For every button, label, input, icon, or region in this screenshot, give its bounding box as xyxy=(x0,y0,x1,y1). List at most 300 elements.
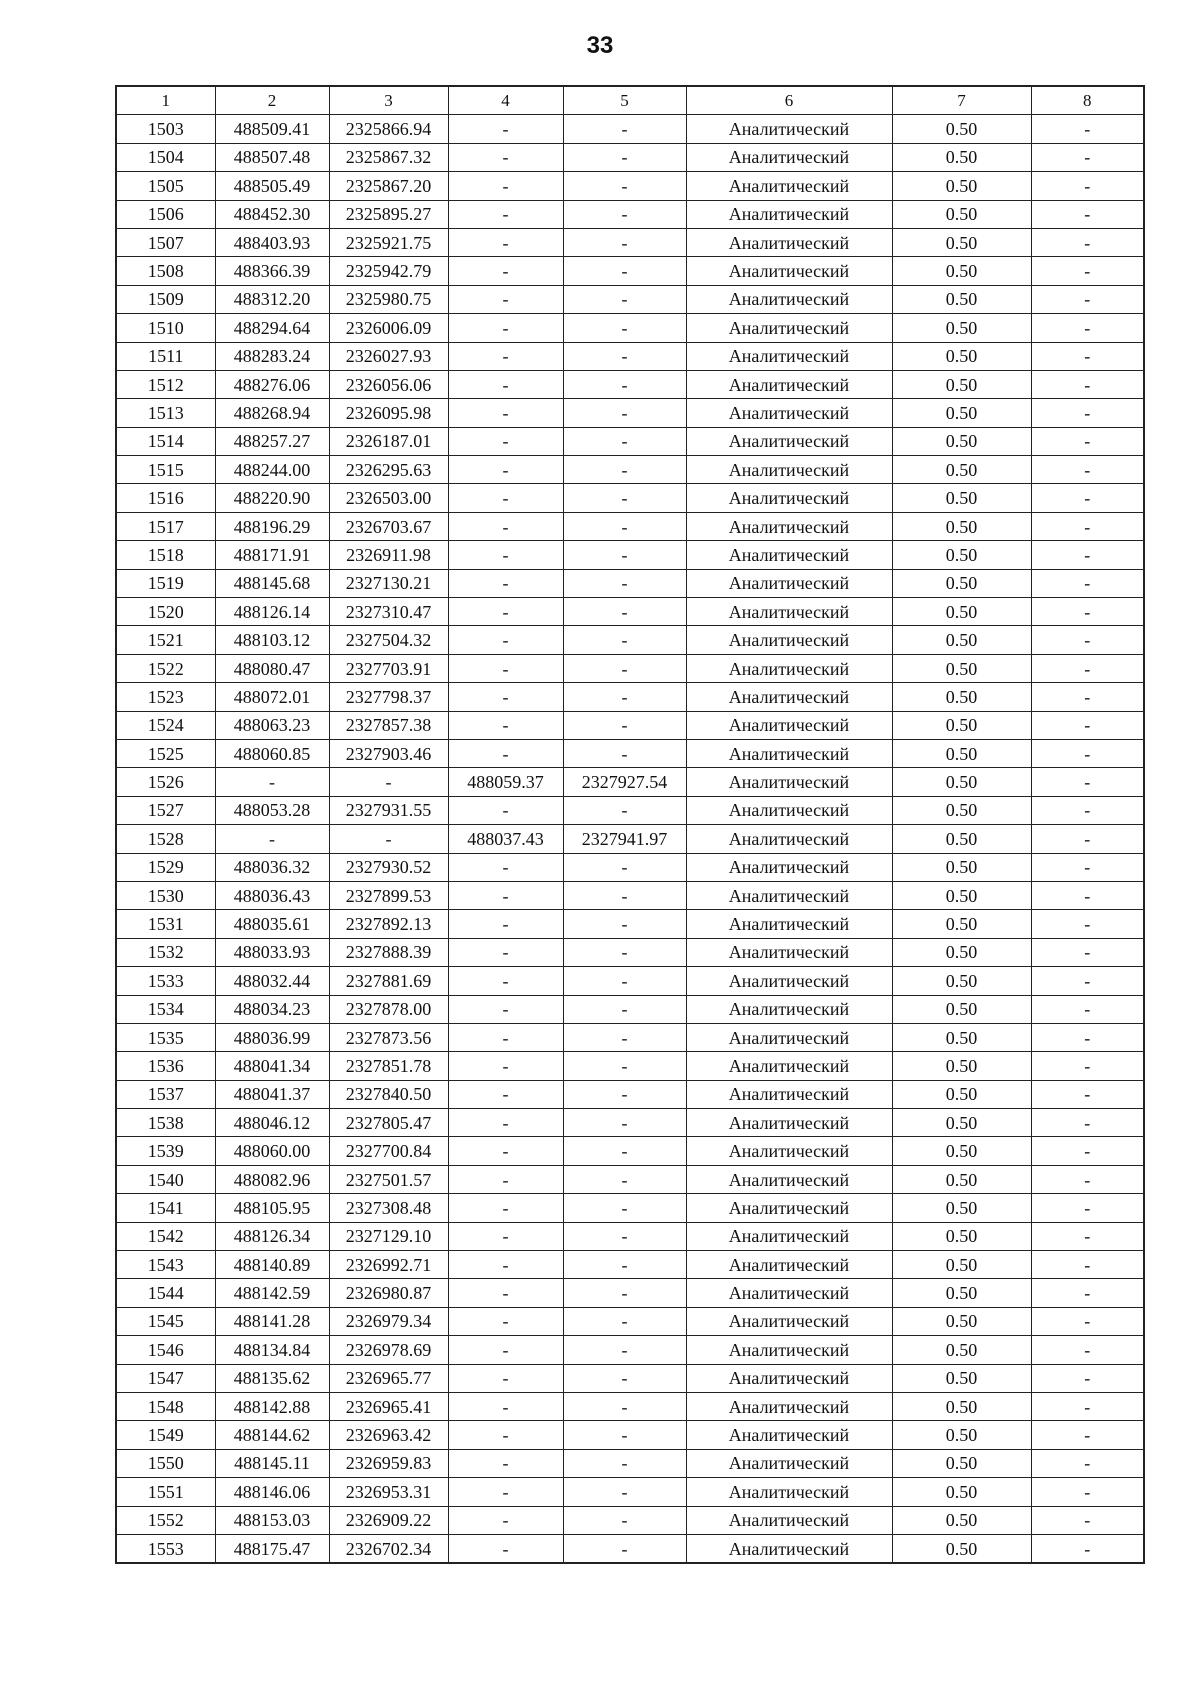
accuracy-cell: 0.50 xyxy=(892,115,1031,143)
y-alt-coordinate-cell: 2327941.97 xyxy=(563,825,686,853)
point-number-cell: 1504 xyxy=(116,143,215,171)
x-alt-coordinate-cell: - xyxy=(448,1052,563,1080)
x-alt-coordinate-cell: - xyxy=(448,427,563,455)
x-coordinate-cell: 488175.47 xyxy=(215,1534,329,1563)
point-number-cell: 1548 xyxy=(116,1392,215,1420)
x-alt-coordinate-cell: - xyxy=(448,1307,563,1335)
method-cell: Аналитический xyxy=(686,825,892,853)
method-cell: Аналитический xyxy=(686,1421,892,1449)
note-cell: - xyxy=(1031,569,1144,597)
x-alt-coordinate-cell: - xyxy=(448,1165,563,1193)
x-coordinate-cell: 488046.12 xyxy=(215,1109,329,1137)
method-cell: Аналитический xyxy=(686,598,892,626)
x-coordinate-cell: 488033.93 xyxy=(215,938,329,966)
y-alt-coordinate-cell: 2327927.54 xyxy=(563,768,686,796)
point-number-cell: 1507 xyxy=(116,228,215,256)
point-number-cell: 1541 xyxy=(116,1194,215,1222)
point-number-cell: 1538 xyxy=(116,1109,215,1137)
method-cell: Аналитический xyxy=(686,995,892,1023)
y-alt-coordinate-cell: - xyxy=(563,796,686,824)
y-alt-coordinate-cell: - xyxy=(563,512,686,540)
note-cell: - xyxy=(1031,683,1144,711)
note-cell: - xyxy=(1031,853,1144,881)
table-row xyxy=(116,938,1144,966)
x-coordinate-cell: 488072.01 xyxy=(215,683,329,711)
method-cell: Аналитический xyxy=(686,172,892,200)
method-cell: Аналитический xyxy=(686,115,892,143)
table-row xyxy=(116,995,1144,1023)
accuracy-cell: 0.50 xyxy=(892,881,1031,909)
x-coordinate-cell: 488145.11 xyxy=(215,1449,329,1477)
y-coordinate-cell: 2327930.52 xyxy=(329,853,448,881)
point-number-cell: 1529 xyxy=(116,853,215,881)
method-cell: Аналитический xyxy=(686,881,892,909)
note-cell: - xyxy=(1031,881,1144,909)
x-alt-coordinate-cell: - xyxy=(448,654,563,682)
y-coordinate-cell: 2326965.41 xyxy=(329,1392,448,1420)
accuracy-cell: 0.50 xyxy=(892,1478,1031,1506)
method-cell: Аналитический xyxy=(686,1080,892,1108)
method-cell: Аналитический xyxy=(686,512,892,540)
x-coordinate-cell: 488452.30 xyxy=(215,200,329,228)
accuracy-cell: 0.50 xyxy=(892,1023,1031,1051)
point-number-cell: 1553 xyxy=(116,1534,215,1563)
table-row xyxy=(116,1336,1144,1364)
note-cell: - xyxy=(1031,172,1144,200)
y-alt-coordinate-cell: - xyxy=(563,143,686,171)
point-number-cell: 1533 xyxy=(116,967,215,995)
y-coordinate-cell: 2326953.31 xyxy=(329,1478,448,1506)
accuracy-cell: 0.50 xyxy=(892,1137,1031,1165)
y-alt-coordinate-cell: - xyxy=(563,115,686,143)
y-alt-coordinate-cell: - xyxy=(563,1279,686,1307)
table-row xyxy=(116,342,1144,370)
method-cell: Аналитический xyxy=(686,683,892,711)
point-number-cell: 1547 xyxy=(116,1364,215,1392)
method-cell: Аналитический xyxy=(686,1023,892,1051)
note-cell: - xyxy=(1031,1023,1144,1051)
point-number-cell: 1537 xyxy=(116,1080,215,1108)
note-cell: - xyxy=(1031,1336,1144,1364)
y-alt-coordinate-cell: - xyxy=(563,598,686,626)
accuracy-cell: 0.50 xyxy=(892,541,1031,569)
x-coordinate-cell: 488294.64 xyxy=(215,314,329,342)
x-alt-coordinate-cell: - xyxy=(448,143,563,171)
x-alt-coordinate-cell: - xyxy=(448,967,563,995)
x-alt-coordinate-cell: - xyxy=(448,1080,563,1108)
y-alt-coordinate-cell: - xyxy=(563,1421,686,1449)
table-row xyxy=(116,1194,1144,1222)
method-cell: Аналитический xyxy=(686,484,892,512)
y-coordinate-cell: 2326978.69 xyxy=(329,1336,448,1364)
note-cell: - xyxy=(1031,1307,1144,1335)
x-coordinate-cell: 488257.27 xyxy=(215,427,329,455)
y-alt-coordinate-cell: - xyxy=(563,200,686,228)
y-coordinate-cell: 2325942.79 xyxy=(329,257,448,285)
x-coordinate-cell: 488153.03 xyxy=(215,1506,329,1534)
x-alt-coordinate-cell: - xyxy=(448,172,563,200)
y-alt-coordinate-cell: - xyxy=(563,1023,686,1051)
method-cell: Аналитический xyxy=(686,1336,892,1364)
x-coordinate-cell: 488063.23 xyxy=(215,711,329,739)
table-row xyxy=(116,1109,1144,1137)
x-coordinate-cell: 488509.41 xyxy=(215,115,329,143)
x-coordinate-cell: 488171.91 xyxy=(215,541,329,569)
accuracy-cell: 0.50 xyxy=(892,1109,1031,1137)
note-cell: - xyxy=(1031,598,1144,626)
point-number-cell: 1534 xyxy=(116,995,215,1023)
point-number-cell: 1532 xyxy=(116,938,215,966)
x-alt-coordinate-cell: - xyxy=(448,683,563,711)
table-row xyxy=(116,427,1144,455)
note-cell: - xyxy=(1031,285,1144,313)
x-alt-coordinate-cell: - xyxy=(448,711,563,739)
y-coordinate-cell: 2327504.32 xyxy=(329,626,448,654)
point-number-cell: 1542 xyxy=(116,1222,215,1250)
method-cell: Аналитический xyxy=(686,967,892,995)
point-number-cell: 1515 xyxy=(116,456,215,484)
x-alt-coordinate-cell: - xyxy=(448,1336,563,1364)
y-alt-coordinate-cell: - xyxy=(563,1506,686,1534)
method-cell: Аналитический xyxy=(686,796,892,824)
y-coordinate-cell: 2327805.47 xyxy=(329,1109,448,1137)
method-cell: Аналитический xyxy=(686,342,892,370)
x-alt-coordinate-cell: - xyxy=(448,1279,563,1307)
note-cell: - xyxy=(1031,1137,1144,1165)
table-body xyxy=(116,115,1144,1563)
x-coordinate-cell: 488036.32 xyxy=(215,853,329,881)
y-alt-coordinate-cell: - xyxy=(563,1534,686,1563)
x-coordinate-cell: 488283.24 xyxy=(215,342,329,370)
table-row xyxy=(116,115,1144,143)
x-alt-coordinate-cell: - xyxy=(448,1194,563,1222)
x-alt-coordinate-cell: - xyxy=(448,314,563,342)
y-coordinate-cell: 2326095.98 xyxy=(329,399,448,427)
note-cell: - xyxy=(1031,257,1144,285)
x-alt-coordinate-cell: - xyxy=(448,370,563,398)
method-cell: Аналитический xyxy=(686,1109,892,1137)
method-cell: Аналитический xyxy=(686,1222,892,1250)
point-number-cell: 1528 xyxy=(116,825,215,853)
y-coordinate-cell: 2325867.32 xyxy=(329,143,448,171)
table-row xyxy=(116,1137,1144,1165)
y-coordinate-cell: 2326911.98 xyxy=(329,541,448,569)
note-cell: - xyxy=(1031,1109,1144,1137)
x-alt-coordinate-cell: - xyxy=(448,1364,563,1392)
method-cell: Аналитический xyxy=(686,626,892,654)
point-number-cell: 1525 xyxy=(116,739,215,767)
note-cell: - xyxy=(1031,825,1144,853)
note-cell: - xyxy=(1031,456,1144,484)
accuracy-cell: 0.50 xyxy=(892,938,1031,966)
x-alt-coordinate-cell: - xyxy=(448,796,563,824)
note-cell: - xyxy=(1031,1052,1144,1080)
point-number-cell: 1513 xyxy=(116,399,215,427)
accuracy-cell: 0.50 xyxy=(892,1534,1031,1563)
x-coordinate-cell: 488034.23 xyxy=(215,995,329,1023)
table-row xyxy=(116,1165,1144,1193)
note-cell: - xyxy=(1031,1194,1144,1222)
point-number-cell: 1523 xyxy=(116,683,215,711)
y-alt-coordinate-cell: - xyxy=(563,1336,686,1364)
method-cell: Аналитический xyxy=(686,541,892,569)
accuracy-cell: 0.50 xyxy=(892,1421,1031,1449)
method-cell: Аналитический xyxy=(686,1478,892,1506)
x-alt-coordinate-cell: - xyxy=(448,938,563,966)
x-alt-coordinate-cell: - xyxy=(448,285,563,313)
y-alt-coordinate-cell: - xyxy=(563,569,686,597)
table-row xyxy=(116,1052,1144,1080)
accuracy-cell: 0.50 xyxy=(892,654,1031,682)
point-number-cell: 1511 xyxy=(116,342,215,370)
table-row xyxy=(116,1506,1144,1534)
x-coordinate-cell: 488196.29 xyxy=(215,512,329,540)
point-number-cell: 1551 xyxy=(116,1478,215,1506)
table-row xyxy=(116,1307,1144,1335)
y-alt-coordinate-cell: - xyxy=(563,285,686,313)
note-cell: - xyxy=(1031,1478,1144,1506)
note-cell: - xyxy=(1031,370,1144,398)
y-alt-coordinate-cell: - xyxy=(563,342,686,370)
y-coordinate-cell: 2327878.00 xyxy=(329,995,448,1023)
accuracy-cell: 0.50 xyxy=(892,456,1031,484)
y-coordinate-cell: 2327840.50 xyxy=(329,1080,448,1108)
accuracy-cell: 0.50 xyxy=(892,1392,1031,1420)
table-row xyxy=(116,654,1144,682)
y-coordinate-cell: 2327703.91 xyxy=(329,654,448,682)
method-cell: Аналитический xyxy=(686,1506,892,1534)
x-alt-coordinate-cell: - xyxy=(448,1137,563,1165)
x-coordinate-cell: 488141.28 xyxy=(215,1307,329,1335)
table-row xyxy=(116,626,1144,654)
note-cell: - xyxy=(1031,484,1144,512)
x-alt-coordinate-cell: 488059.37 xyxy=(448,768,563,796)
table-row xyxy=(116,967,1144,995)
x-alt-coordinate-cell: 488037.43 xyxy=(448,825,563,853)
x-coordinate-cell: 488146.06 xyxy=(215,1478,329,1506)
accuracy-cell: 0.50 xyxy=(892,370,1031,398)
x-alt-coordinate-cell: - xyxy=(448,1449,563,1477)
accuracy-cell: 0.50 xyxy=(892,796,1031,824)
note-cell: - xyxy=(1031,654,1144,682)
table-row xyxy=(116,1478,1144,1506)
method-cell: Аналитический xyxy=(686,257,892,285)
table-row xyxy=(116,399,1144,427)
note-cell: - xyxy=(1031,200,1144,228)
x-coordinate-cell: 488505.49 xyxy=(215,172,329,200)
x-alt-coordinate-cell: - xyxy=(448,739,563,767)
y-alt-coordinate-cell: - xyxy=(563,1307,686,1335)
method-cell: Аналитический xyxy=(686,314,892,342)
point-number-cell: 1549 xyxy=(116,1421,215,1449)
method-cell: Аналитический xyxy=(686,1364,892,1392)
x-alt-coordinate-cell: - xyxy=(448,200,563,228)
accuracy-cell: 0.50 xyxy=(892,228,1031,256)
accuracy-cell: 0.50 xyxy=(892,143,1031,171)
note-cell: - xyxy=(1031,1222,1144,1250)
point-number-cell: 1517 xyxy=(116,512,215,540)
y-coordinate-cell: 2326006.09 xyxy=(329,314,448,342)
y-coordinate-cell: 2325867.20 xyxy=(329,172,448,200)
y-alt-coordinate-cell: - xyxy=(563,1251,686,1279)
x-alt-coordinate-cell: - xyxy=(448,598,563,626)
note-cell: - xyxy=(1031,1421,1144,1449)
point-number-cell: 1509 xyxy=(116,285,215,313)
table-row xyxy=(116,541,1144,569)
note-cell: - xyxy=(1031,342,1144,370)
table-row xyxy=(116,910,1144,938)
y-alt-coordinate-cell: - xyxy=(563,1080,686,1108)
y-alt-coordinate-cell: - xyxy=(563,1478,686,1506)
accuracy-cell: 0.50 xyxy=(892,853,1031,881)
table-row xyxy=(116,1534,1144,1563)
note-cell: - xyxy=(1031,427,1144,455)
accuracy-cell: 0.50 xyxy=(892,314,1031,342)
x-coordinate-cell: 488276.06 xyxy=(215,370,329,398)
table-row xyxy=(116,683,1144,711)
table-row xyxy=(116,796,1144,824)
x-alt-coordinate-cell: - xyxy=(448,1251,563,1279)
method-cell: Аналитический xyxy=(686,370,892,398)
method-cell: Аналитический xyxy=(686,228,892,256)
y-alt-coordinate-cell: - xyxy=(563,1194,686,1222)
note-cell: - xyxy=(1031,314,1144,342)
coordinates-table xyxy=(115,85,1145,1564)
table-row xyxy=(116,569,1144,597)
x-alt-coordinate-cell: - xyxy=(448,1421,563,1449)
y-alt-coordinate-cell: - xyxy=(563,314,686,342)
method-cell: Аналитический xyxy=(686,1534,892,1563)
accuracy-cell: 0.50 xyxy=(892,739,1031,767)
accuracy-cell: 0.50 xyxy=(892,285,1031,313)
accuracy-cell: 0.50 xyxy=(892,967,1031,995)
table-row xyxy=(116,285,1144,313)
method-cell: Аналитический xyxy=(686,1137,892,1165)
x-alt-coordinate-cell: - xyxy=(448,995,563,1023)
point-number-cell: 1510 xyxy=(116,314,215,342)
point-number-cell: 1544 xyxy=(116,1279,215,1307)
y-coordinate-cell: 2326295.63 xyxy=(329,456,448,484)
x-alt-coordinate-cell: - xyxy=(448,512,563,540)
note-cell: - xyxy=(1031,1251,1144,1279)
x-alt-coordinate-cell: - xyxy=(448,853,563,881)
table-row xyxy=(116,314,1144,342)
y-alt-coordinate-cell: - xyxy=(563,654,686,682)
method-cell: Аналитический xyxy=(686,1052,892,1080)
y-coordinate-cell: - xyxy=(329,768,448,796)
y-alt-coordinate-cell: - xyxy=(563,711,686,739)
point-number-cell: 1531 xyxy=(116,910,215,938)
y-coordinate-cell: 2326056.06 xyxy=(329,370,448,398)
note-cell: - xyxy=(1031,115,1144,143)
method-cell: Аналитический xyxy=(686,1307,892,1335)
x-coordinate-cell: 488142.59 xyxy=(215,1279,329,1307)
x-coordinate-cell: 488053.28 xyxy=(215,796,329,824)
accuracy-cell: 0.50 xyxy=(892,1364,1031,1392)
x-alt-coordinate-cell: - xyxy=(448,1478,563,1506)
y-alt-coordinate-cell: - xyxy=(563,1137,686,1165)
y-coordinate-cell: 2326979.34 xyxy=(329,1307,448,1335)
accuracy-cell: 0.50 xyxy=(892,1279,1031,1307)
table-row xyxy=(116,1364,1144,1392)
y-coordinate-cell: 2327310.47 xyxy=(329,598,448,626)
accuracy-cell: 0.50 xyxy=(892,825,1031,853)
y-coordinate-cell: 2326703.67 xyxy=(329,512,448,540)
table-row xyxy=(116,257,1144,285)
accuracy-cell: 0.50 xyxy=(892,1506,1031,1534)
note-cell: - xyxy=(1031,938,1144,966)
y-alt-coordinate-cell: - xyxy=(563,427,686,455)
x-coordinate-cell: - xyxy=(215,768,329,796)
point-number-cell: 1526 xyxy=(116,768,215,796)
y-coordinate-cell: 2327798.37 xyxy=(329,683,448,711)
table-row xyxy=(116,484,1144,512)
table-row xyxy=(116,456,1144,484)
column-header: 3 xyxy=(329,86,448,115)
x-coordinate-cell: 488366.39 xyxy=(215,257,329,285)
point-number-cell: 1545 xyxy=(116,1307,215,1335)
accuracy-cell: 0.50 xyxy=(892,711,1031,739)
accuracy-cell: 0.50 xyxy=(892,1165,1031,1193)
table-row xyxy=(116,200,1144,228)
table-row xyxy=(116,881,1144,909)
y-coordinate-cell: 2327873.56 xyxy=(329,1023,448,1051)
y-alt-coordinate-cell: - xyxy=(563,853,686,881)
table-row xyxy=(116,1279,1144,1307)
x-coordinate-cell: 488126.14 xyxy=(215,598,329,626)
y-coordinate-cell: 2326503.00 xyxy=(329,484,448,512)
note-cell: - xyxy=(1031,1279,1144,1307)
y-alt-coordinate-cell: - xyxy=(563,399,686,427)
table-row xyxy=(116,825,1144,853)
x-alt-coordinate-cell: - xyxy=(448,1023,563,1051)
point-number-cell: 1550 xyxy=(116,1449,215,1477)
page-number: 33 xyxy=(586,32,614,59)
accuracy-cell: 0.50 xyxy=(892,1080,1031,1108)
y-alt-coordinate-cell: - xyxy=(563,938,686,966)
y-coordinate-cell: - xyxy=(329,825,448,853)
column-header: 5 xyxy=(563,86,686,115)
note-cell: - xyxy=(1031,1080,1144,1108)
method-cell: Аналитический xyxy=(686,1194,892,1222)
y-coordinate-cell: 2327857.38 xyxy=(329,711,448,739)
table-row xyxy=(116,1080,1144,1108)
point-number-cell: 1512 xyxy=(116,370,215,398)
y-coordinate-cell: 2327130.21 xyxy=(329,569,448,597)
x-alt-coordinate-cell: - xyxy=(448,569,563,597)
accuracy-cell: 0.50 xyxy=(892,768,1031,796)
method-cell: Аналитический xyxy=(686,569,892,597)
table-row xyxy=(116,1449,1144,1477)
x-coordinate-cell: 488244.00 xyxy=(215,456,329,484)
method-cell: Аналитический xyxy=(686,768,892,796)
x-alt-coordinate-cell: - xyxy=(448,1534,563,1563)
point-number-cell: 1506 xyxy=(116,200,215,228)
y-coordinate-cell: 2326702.34 xyxy=(329,1534,448,1563)
note-cell: - xyxy=(1031,1165,1144,1193)
y-coordinate-cell: 2327888.39 xyxy=(329,938,448,966)
y-alt-coordinate-cell: - xyxy=(563,257,686,285)
x-alt-coordinate-cell: - xyxy=(448,257,563,285)
note-cell: - xyxy=(1031,1449,1144,1477)
table-row xyxy=(116,143,1144,171)
method-cell: Аналитический xyxy=(686,285,892,313)
point-number-cell: 1524 xyxy=(116,711,215,739)
method-cell: Аналитический xyxy=(686,1165,892,1193)
note-cell: - xyxy=(1031,1364,1144,1392)
x-coordinate-cell: 488268.94 xyxy=(215,399,329,427)
accuracy-cell: 0.50 xyxy=(892,1336,1031,1364)
